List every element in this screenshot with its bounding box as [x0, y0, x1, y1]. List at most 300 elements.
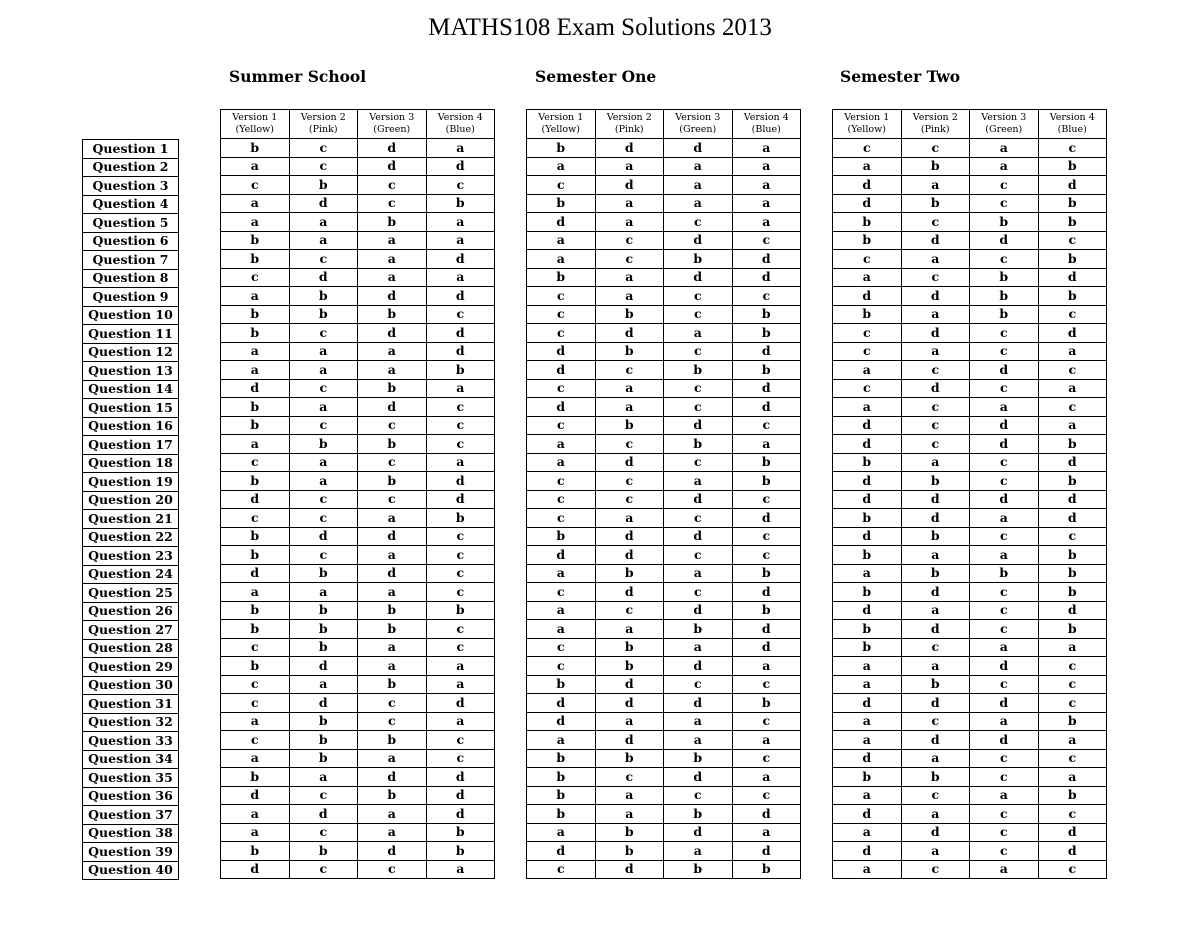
answer-cell: d — [426, 324, 495, 343]
answer-row — [527, 823, 801, 842]
answer-cell: d — [901, 379, 970, 398]
answer-row — [833, 250, 1107, 269]
question-label: Question 34 — [83, 750, 179, 769]
answer-cell: a — [664, 731, 733, 750]
answer-cell: b — [289, 176, 358, 195]
question-row — [83, 269, 179, 288]
question-label: Question 12 — [83, 343, 179, 362]
version-color: (Yellow) — [847, 124, 886, 135]
answer-cell: c — [732, 527, 801, 546]
answer-row — [833, 842, 1107, 861]
answer-cell: d — [970, 435, 1039, 454]
answer-cell: d — [901, 231, 970, 250]
answer-cell: b — [732, 564, 801, 583]
answer-cell: b — [833, 583, 902, 602]
answer-cell: c — [289, 416, 358, 435]
question-row — [83, 232, 179, 251]
answer-cell: c — [970, 342, 1039, 361]
answer-cell: c — [1038, 805, 1107, 824]
version-color: (Pink) — [308, 124, 338, 135]
answer-row — [221, 287, 495, 306]
answer-cell: c — [901, 213, 970, 232]
answer-cell: c — [426, 564, 495, 583]
answer-row — [527, 250, 801, 269]
answer-cell: a — [426, 139, 495, 158]
question-label: Question 20 — [83, 491, 179, 510]
answer-cell: c — [1038, 305, 1107, 324]
answer-cell: a — [970, 157, 1039, 176]
answer-cell: b — [426, 509, 495, 528]
answer-cell: a — [664, 564, 733, 583]
answer-cell: c — [595, 490, 664, 509]
answer-cell: d — [289, 805, 358, 824]
answer-cell: a — [426, 860, 495, 879]
version-name: Version 3 — [369, 112, 415, 123]
answer-cell: b — [426, 361, 495, 380]
answer-cell: b — [901, 157, 970, 176]
version-header — [221, 110, 290, 139]
answer-row — [833, 416, 1107, 435]
answer-cell: a — [833, 398, 902, 417]
answer-cell: d — [527, 361, 596, 380]
answer-row — [833, 268, 1107, 287]
answer-cell: d — [1038, 490, 1107, 509]
answer-cell: d — [732, 398, 801, 417]
answer-cell: a — [833, 731, 902, 750]
answer-cell: d — [527, 842, 596, 861]
answer-cell: a — [289, 472, 358, 491]
question-labels-table — [82, 139, 179, 880]
answer-cell: a — [289, 361, 358, 380]
answer-cell: d — [833, 176, 902, 195]
answer-cell: c — [970, 194, 1039, 213]
answer-cell: c — [664, 342, 733, 361]
answer-row — [833, 620, 1107, 639]
answer-row — [221, 620, 495, 639]
question-label: Question 2 — [83, 158, 179, 177]
answer-cell: c — [426, 620, 495, 639]
answers-table-summer-school — [220, 109, 495, 879]
answer-cell: a — [289, 583, 358, 602]
question-label: Question 21 — [83, 510, 179, 529]
answer-cell: d — [527, 398, 596, 417]
answer-cell: a — [595, 268, 664, 287]
answer-cell: a — [527, 601, 596, 620]
answer-row — [833, 546, 1107, 565]
answer-cell: a — [833, 157, 902, 176]
answer-cell: b — [426, 823, 495, 842]
question-label: Question 3 — [83, 177, 179, 196]
question-label: Question 39 — [83, 843, 179, 862]
version-header — [970, 110, 1039, 139]
version-name: Version 1 — [232, 112, 278, 123]
answer-cell: c — [901, 268, 970, 287]
question-label: Question 6 — [83, 232, 179, 251]
answer-cell: a — [358, 268, 427, 287]
question-label: Question 26 — [83, 602, 179, 621]
answer-cell: d — [527, 213, 596, 232]
question-row — [83, 861, 179, 880]
answer-cell: a — [527, 453, 596, 472]
answer-cell: b — [221, 250, 290, 269]
answer-cell: c — [833, 342, 902, 361]
answer-row — [221, 601, 495, 620]
answer-cell: a — [595, 287, 664, 306]
answer-cell: d — [595, 860, 664, 879]
answer-row — [221, 749, 495, 768]
answer-cell: b — [1038, 157, 1107, 176]
answer-row — [833, 638, 1107, 657]
answer-cell: c — [1038, 231, 1107, 250]
answer-cell: a — [664, 194, 733, 213]
answer-cell: a — [358, 231, 427, 250]
answer-row — [527, 768, 801, 787]
answer-cell: a — [221, 435, 290, 454]
question-row — [83, 195, 179, 214]
answer-cell: c — [358, 416, 427, 435]
answer-cell: b — [527, 805, 596, 824]
answer-cell: a — [901, 453, 970, 472]
answer-cell: c — [970, 823, 1039, 842]
answer-cell: c — [1038, 749, 1107, 768]
answer-cell: b — [732, 472, 801, 491]
answer-row — [833, 509, 1107, 528]
answer-row — [221, 509, 495, 528]
answer-cell: b — [221, 231, 290, 250]
version-header-row — [221, 110, 495, 139]
answer-cell: b — [1038, 583, 1107, 602]
answer-cell: c — [426, 546, 495, 565]
answer-cell: c — [833, 324, 902, 343]
answers-table-semester-two — [832, 109, 1107, 879]
answer-cell: b — [289, 712, 358, 731]
answer-cell: a — [901, 601, 970, 620]
answer-row — [833, 823, 1107, 842]
answer-cell: d — [970, 416, 1039, 435]
answer-cell: c — [527, 860, 596, 879]
answer-cell: c — [289, 157, 358, 176]
answer-cell: c — [970, 601, 1039, 620]
answer-cell: c — [970, 379, 1039, 398]
answer-cell: d — [833, 749, 902, 768]
answer-cell: c — [289, 379, 358, 398]
answer-row — [527, 194, 801, 213]
answer-cell: d — [221, 490, 290, 509]
answer-cell: c — [970, 176, 1039, 195]
question-row — [83, 454, 179, 473]
answer-cell: b — [1038, 546, 1107, 565]
answer-cell: d — [901, 620, 970, 639]
answer-row — [221, 472, 495, 491]
answer-cell: a — [732, 213, 801, 232]
answer-cell: c — [221, 731, 290, 750]
answer-cell: b — [595, 749, 664, 768]
answer-row — [833, 731, 1107, 750]
answer-row — [527, 601, 801, 620]
answer-cell: d — [527, 694, 596, 713]
version-header — [289, 110, 358, 139]
question-label: Question 29 — [83, 658, 179, 677]
answer-row — [833, 139, 1107, 158]
answer-cell: a — [289, 213, 358, 232]
answer-cell: a — [595, 157, 664, 176]
answer-cell: c — [664, 287, 733, 306]
question-label: Question 16 — [83, 417, 179, 436]
answer-row — [833, 675, 1107, 694]
answer-cell: b — [901, 675, 970, 694]
answer-cell: b — [221, 527, 290, 546]
question-label: Question 24 — [83, 565, 179, 584]
version-name: Version 4 — [1049, 112, 1095, 123]
version-name: Version 4 — [743, 112, 789, 123]
answer-cell: d — [833, 287, 902, 306]
answer-cell: c — [901, 638, 970, 657]
answer-cell: c — [527, 416, 596, 435]
answer-row — [527, 342, 801, 361]
answer-cell: d — [833, 435, 902, 454]
answer-row — [527, 694, 801, 713]
answer-cell: b — [221, 768, 290, 787]
answer-cell: d — [901, 694, 970, 713]
answer-row — [527, 546, 801, 565]
answer-row — [221, 157, 495, 176]
answer-row — [221, 435, 495, 454]
question-row — [83, 695, 179, 714]
answer-cell: b — [970, 305, 1039, 324]
answer-row — [833, 194, 1107, 213]
answer-cell: c — [358, 453, 427, 472]
answer-row — [527, 786, 801, 805]
answers-table-semester-one — [526, 109, 801, 879]
answer-cell: b — [1038, 213, 1107, 232]
question-label: Question 4 — [83, 195, 179, 214]
answer-cell: c — [970, 250, 1039, 269]
answer-cell: a — [970, 860, 1039, 879]
answer-cell: b — [358, 435, 427, 454]
answer-cell: b — [358, 472, 427, 491]
answer-cell: c — [221, 638, 290, 657]
answer-cell: b — [221, 139, 290, 158]
answer-row — [527, 731, 801, 750]
answer-cell: d — [221, 379, 290, 398]
question-row — [83, 732, 179, 751]
version-header — [426, 110, 495, 139]
question-row — [83, 621, 179, 640]
answer-cell: b — [833, 638, 902, 657]
answer-cell: d — [426, 287, 495, 306]
page-title: MATHS108 Exam Solutions 2013 — [428, 14, 772, 41]
answer-cell: d — [595, 694, 664, 713]
answer-row — [221, 213, 495, 232]
answer-cell: c — [289, 786, 358, 805]
question-row — [83, 843, 179, 862]
answer-cell: b — [664, 749, 733, 768]
question-row — [83, 417, 179, 436]
answer-row — [527, 139, 801, 158]
answer-cell: a — [664, 176, 733, 195]
answer-cell: c — [901, 712, 970, 731]
version-header — [732, 110, 801, 139]
answer-cell: c — [732, 287, 801, 306]
answer-cell: a — [358, 583, 427, 602]
question-label: Question 40 — [83, 861, 179, 880]
answer-cell: c — [221, 675, 290, 694]
answer-cell: a — [426, 213, 495, 232]
answer-cell: a — [664, 472, 733, 491]
answer-cell: c — [970, 749, 1039, 768]
answer-row — [527, 324, 801, 343]
answer-cell: a — [595, 786, 664, 805]
answer-cell: a — [664, 842, 733, 861]
question-label: Question 7 — [83, 251, 179, 270]
answer-cell: c — [289, 860, 358, 879]
answer-cell: d — [1038, 823, 1107, 842]
answer-cell: c — [732, 786, 801, 805]
question-label: Question 33 — [83, 732, 179, 751]
answer-cell: d — [527, 546, 596, 565]
answer-cell: c — [1038, 675, 1107, 694]
answer-cell: b — [732, 694, 801, 713]
answer-cell: c — [426, 527, 495, 546]
answer-cell: c — [970, 620, 1039, 639]
answer-cell: a — [426, 268, 495, 287]
answer-cell: a — [970, 139, 1039, 158]
version-name: Version 1 — [538, 112, 584, 123]
answer-cell: b — [595, 305, 664, 324]
version-header — [901, 110, 970, 139]
answer-cell: a — [358, 638, 427, 657]
answer-row — [221, 416, 495, 435]
question-label: Question 14 — [83, 380, 179, 399]
answer-row — [221, 361, 495, 380]
answer-cell: c — [732, 675, 801, 694]
answer-cell: d — [426, 342, 495, 361]
answer-row — [221, 268, 495, 287]
question-label: Question 27 — [83, 621, 179, 640]
answer-cell: b — [833, 768, 902, 787]
question-label: Question 15 — [83, 399, 179, 418]
answer-cell: b — [1038, 287, 1107, 306]
answer-cell: d — [732, 250, 801, 269]
answer-cell: c — [221, 694, 290, 713]
answer-cell: c — [732, 546, 801, 565]
answer-cell: b — [1038, 786, 1107, 805]
answer-row — [527, 453, 801, 472]
answer-cell: b — [358, 213, 427, 232]
answer-row — [221, 379, 495, 398]
answer-cell: a — [221, 749, 290, 768]
answer-cell: a — [732, 157, 801, 176]
answer-row — [221, 638, 495, 657]
question-row — [83, 343, 179, 362]
answer-cell: d — [664, 416, 733, 435]
answer-cell: b — [221, 305, 290, 324]
answer-cell: b — [358, 379, 427, 398]
answer-cell: c — [833, 379, 902, 398]
answer-cell: a — [732, 194, 801, 213]
answer-cell: c — [426, 435, 495, 454]
answer-cell: d — [358, 768, 427, 787]
answer-cell: c — [970, 453, 1039, 472]
answer-cell: d — [732, 268, 801, 287]
question-label: Question 10 — [83, 306, 179, 325]
question-label: Question 31 — [83, 695, 179, 714]
answer-cell: b — [833, 620, 902, 639]
answer-cell: c — [426, 731, 495, 750]
answer-row — [221, 194, 495, 213]
answer-row — [527, 157, 801, 176]
answer-cell: b — [426, 842, 495, 861]
answer-cell: b — [595, 638, 664, 657]
answer-cell: c — [1038, 657, 1107, 676]
answer-cell: d — [833, 416, 902, 435]
answer-cell: c — [426, 416, 495, 435]
question-row — [83, 158, 179, 177]
answer-cell: c — [664, 213, 733, 232]
question-row — [83, 306, 179, 325]
answer-cell: a — [732, 731, 801, 750]
answer-row — [527, 657, 801, 676]
version-name: Version 3 — [675, 112, 721, 123]
answer-cell: c — [664, 453, 733, 472]
answer-cell: d — [426, 805, 495, 824]
answer-cell: d — [527, 712, 596, 731]
answer-cell: a — [970, 712, 1039, 731]
answer-cell: c — [970, 527, 1039, 546]
answer-cell: d — [664, 139, 733, 158]
question-label: Question 19 — [83, 473, 179, 492]
answer-cell: b — [289, 287, 358, 306]
question-row — [83, 528, 179, 547]
answer-cell: a — [732, 823, 801, 842]
question-label: Question 11 — [83, 325, 179, 344]
answer-cell: b — [664, 860, 733, 879]
answer-row — [221, 546, 495, 565]
version-name: Version 2 — [606, 112, 652, 123]
answer-cell: d — [833, 601, 902, 620]
version-header-row — [833, 110, 1107, 139]
answer-cell: a — [1038, 379, 1107, 398]
answer-cell: a — [1038, 342, 1107, 361]
answer-cell: c — [732, 490, 801, 509]
version-name: Version 4 — [437, 112, 483, 123]
answer-cell: b — [833, 546, 902, 565]
answer-cell: a — [527, 564, 596, 583]
question-row — [83, 510, 179, 529]
answer-cell: b — [664, 435, 733, 454]
answer-cell: d — [358, 398, 427, 417]
answer-cell: d — [1038, 268, 1107, 287]
answer-cell: c — [358, 490, 427, 509]
answer-row — [833, 472, 1107, 491]
answer-cell: c — [595, 361, 664, 380]
version-color: (Pink) — [614, 124, 644, 135]
answer-row — [833, 361, 1107, 380]
answer-cell: c — [289, 250, 358, 269]
answer-cell: a — [833, 675, 902, 694]
answer-cell: b — [833, 453, 902, 472]
question-label: Question 13 — [83, 362, 179, 381]
answer-cell: d — [595, 176, 664, 195]
answer-cell: b — [289, 749, 358, 768]
answer-row — [833, 805, 1107, 824]
answer-cell: d — [289, 268, 358, 287]
version-header — [527, 110, 596, 139]
question-row — [83, 251, 179, 270]
answer-cell: b — [527, 139, 596, 158]
version-color: (Pink) — [920, 124, 950, 135]
answer-row — [221, 842, 495, 861]
